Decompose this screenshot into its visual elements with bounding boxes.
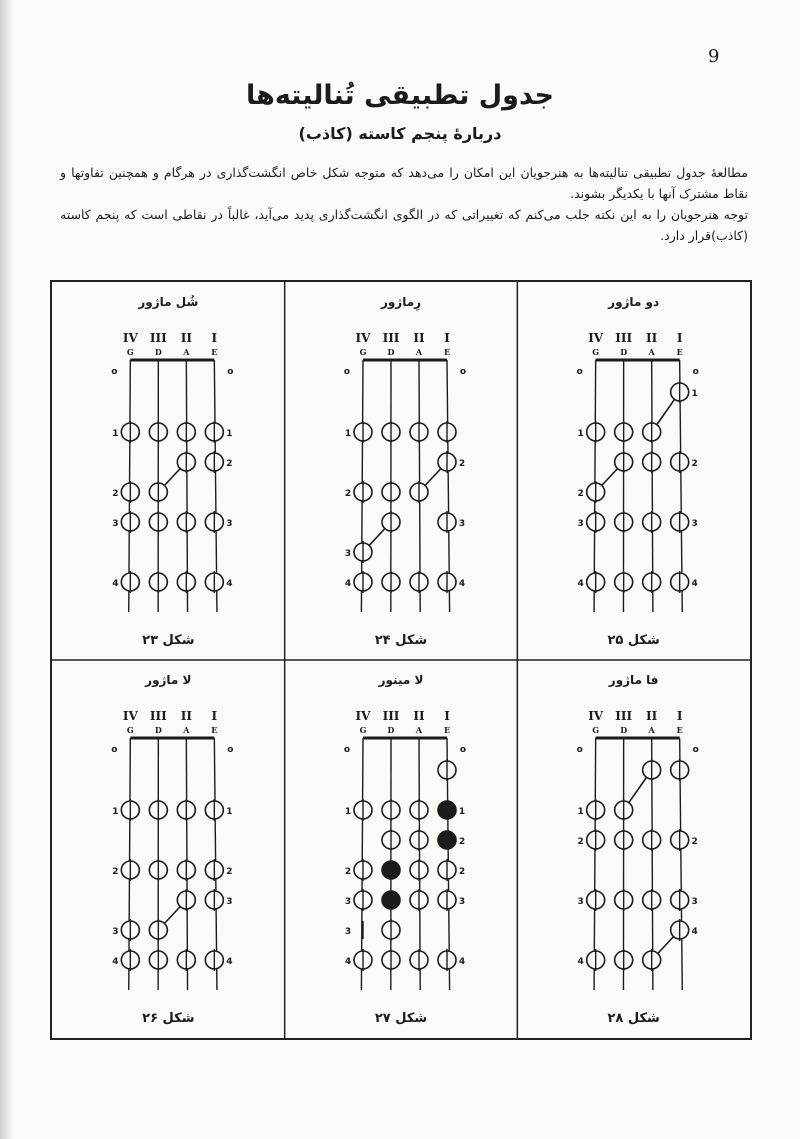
string-name: E	[443, 725, 451, 735]
finger-number: 3	[344, 549, 352, 559]
finger-number: 2	[458, 459, 466, 469]
intro-paragraph-2: توجه هنرجویان را به این نکته جلب می‌کنم که تغییراتی که در الگوی انگشت‌گذاری پدید می‌آید، غالباً در نقاطی است که پنجم کاسته (کاذب)قرار دارد.	[60, 207, 748, 243]
finger-number: 3	[344, 897, 352, 907]
string-roman-numeral: IV	[355, 709, 371, 723]
open-string-label: o	[227, 745, 234, 755]
note-circle	[382, 861, 400, 879]
string-roman-numeral: I	[676, 709, 683, 723]
finger-number: 3	[691, 897, 698, 907]
finger-number: 3	[226, 897, 233, 907]
string-name: D	[154, 347, 162, 357]
chart-title: رِماژور	[380, 295, 422, 309]
finger-number: 4	[226, 579, 233, 589]
finger-number: 4	[577, 957, 584, 967]
string-roman-numeral: IV	[355, 331, 371, 345]
string-name: A	[648, 725, 655, 735]
finger-number: 3	[577, 519, 584, 529]
string-roman-numeral: III	[615, 709, 633, 723]
finger-number: 2	[112, 867, 119, 877]
string-roman-numeral: II	[180, 331, 192, 345]
string-roman-numeral: IV	[588, 331, 604, 345]
finger-number: 4	[577, 579, 584, 589]
string-roman-numeral: I	[211, 331, 218, 345]
finger-number: 2	[691, 459, 698, 469]
finger-number: 2	[344, 489, 352, 499]
string-roman-numeral: III	[149, 331, 167, 345]
page-number: 9	[708, 46, 720, 67]
string-name: G	[126, 347, 134, 357]
finger-number: 4	[226, 957, 233, 967]
finger-number: 1	[344, 429, 352, 439]
chart-title: فا ماژور	[608, 673, 659, 687]
finger-number: 2	[458, 867, 466, 877]
finger-number: 2	[112, 489, 119, 499]
string-roman-numeral: II	[646, 709, 658, 723]
open-string-label: o	[692, 367, 699, 377]
open-string-label: o	[692, 745, 699, 755]
string-name: E	[211, 725, 218, 735]
string-name: E	[676, 725, 683, 735]
note-circle	[438, 831, 456, 849]
finger-number: 2	[458, 837, 466, 847]
open-string-label: o	[227, 367, 234, 377]
string-name: E	[443, 347, 451, 357]
finger-number: 2	[226, 459, 233, 469]
finger-number: 1	[226, 807, 233, 817]
figure-label: شکل ۲۷	[374, 1011, 428, 1026]
string-name: D	[387, 725, 395, 735]
string-name: D	[620, 725, 628, 735]
finger-number: 3	[577, 897, 584, 907]
string-roman-numeral: II	[413, 331, 425, 345]
finger-number: 3	[112, 519, 119, 529]
open-string-label: o	[111, 367, 118, 377]
finger-number: 3	[112, 927, 119, 937]
string-roman-numeral: III	[382, 331, 400, 345]
finger-number: 3	[226, 519, 233, 529]
finger-number: 4	[691, 927, 698, 937]
finger-number: 1	[577, 429, 584, 439]
finger-number: 4	[112, 579, 119, 589]
finger-number: 1	[344, 807, 352, 817]
finger-number: 3	[691, 519, 698, 529]
finger-number: 4	[691, 579, 698, 589]
page-subtitle: دربارهٔ پنجم کاسته (کاذب)	[298, 124, 502, 143]
finger-number: 3	[344, 927, 352, 937]
finger-number: 3	[458, 897, 466, 907]
fingering-chart-grid	[50, 280, 752, 1040]
figure-label: شکل ۲۸	[607, 1011, 660, 1026]
string-name: A	[415, 725, 423, 735]
string-roman-numeral: I	[444, 709, 450, 723]
open-string-label: o	[576, 745, 583, 755]
finger-number: 2	[226, 867, 233, 877]
string-roman-numeral: IV	[122, 331, 138, 345]
string-roman-numeral: I	[676, 331, 683, 345]
string-roman-numeral: I	[211, 709, 218, 723]
finger-number: 2	[344, 867, 352, 877]
finger-number: 1	[226, 429, 233, 439]
finger-number: 1	[691, 389, 698, 399]
finger-number: 3	[458, 519, 466, 529]
fingering-chart-svg	[52, 282, 750, 1038]
string-name: E	[211, 347, 218, 357]
string-name: A	[648, 347, 655, 357]
page-title: جدول تطبیقی تُنالیته‌ها	[245, 80, 554, 111]
finger-number: 4	[458, 957, 466, 967]
string-roman-numeral: II	[180, 709, 192, 723]
finger-number: 4	[344, 957, 352, 967]
finger-number: 1	[112, 429, 119, 439]
open-string-label: o	[459, 745, 467, 755]
string-roman-numeral: II	[413, 709, 425, 723]
chart-title: لا مینور	[378, 673, 424, 687]
intro-text	[60, 162, 748, 246]
string-name: D	[154, 725, 162, 735]
figure-label: شکل ۲۵	[607, 633, 660, 648]
figure-label: شکل ۲۳	[142, 633, 195, 648]
string-name: A	[415, 347, 423, 357]
string-name: D	[387, 347, 395, 357]
string-roman-numeral: I	[444, 331, 450, 345]
chart-title: شُل ماژور	[138, 295, 199, 309]
finger-number: 4	[344, 579, 352, 589]
string-name: G	[126, 725, 134, 735]
string-name: G	[592, 725, 600, 735]
string-roman-numeral: IV	[122, 709, 138, 723]
open-string-label: o	[343, 745, 351, 755]
string-roman-numeral: III	[615, 331, 633, 345]
open-string-label: o	[111, 745, 118, 755]
book-spine-shadow	[0, 0, 14, 1139]
string-name: E	[676, 347, 683, 357]
string-roman-numeral: II	[646, 331, 658, 345]
finger-number: 4	[112, 957, 119, 967]
chart-title: دو ماژور	[608, 295, 660, 309]
string-name: D	[620, 347, 628, 357]
string-roman-numeral: III	[149, 709, 167, 723]
open-string-label: o	[459, 367, 467, 377]
finger-number: 1	[577, 807, 584, 817]
figure-label: شکل ۲۴	[374, 633, 428, 648]
open-string-label: o	[576, 367, 583, 377]
open-string-label: o	[343, 367, 351, 377]
string-name: G	[359, 725, 367, 735]
string-roman-numeral: III	[382, 709, 400, 723]
figure-label: شکل ۲۶	[142, 1011, 195, 1026]
finger-number: 2	[691, 837, 698, 847]
finger-number: 2	[577, 489, 584, 499]
intro-paragraph-1: مطالعهٔ جدول تطبیقی تنالیته‌ها به هنرجویان این امکان را می‌دهد که متوجه شکل خاص انگشت‌گذاری در هرگام و همچنین تفاوتها و نقاط مشترک آنها با یکدیگر بشوند.	[60, 165, 748, 201]
finger-number: 1	[112, 807, 119, 817]
string-name: A	[183, 347, 190, 357]
string-roman-numeral: IV	[588, 709, 604, 723]
string-name: G	[592, 347, 600, 357]
finger-number: 2	[577, 837, 584, 847]
chart-title: لا ماژور	[145, 673, 192, 687]
string-name: A	[183, 725, 190, 735]
string-name: G	[359, 347, 367, 357]
finger-number: 4	[458, 579, 466, 589]
finger-number: 1	[458, 807, 466, 817]
note-circle	[382, 891, 400, 909]
note-circle	[438, 801, 456, 819]
